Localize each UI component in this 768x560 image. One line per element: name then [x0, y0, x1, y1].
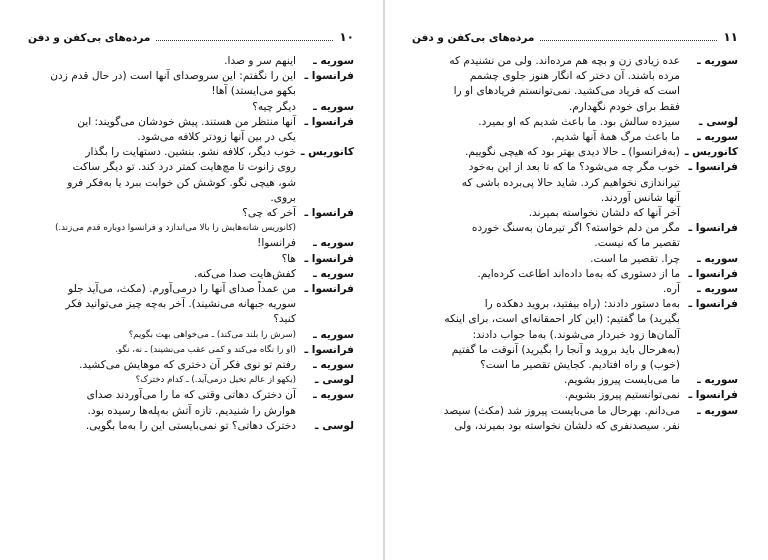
dialogue-text: این را نگفتم: این سروصدای آنها است (در حال قدم زدن	[50, 70, 296, 83]
dialogue-line	[28, 130, 354, 145]
dialogue-line	[412, 328, 738, 343]
speaker-name: فرانسوا ـ	[688, 267, 738, 280]
dialogue-text: یکی در بین آنها زودتر کلافه می‌شود.	[137, 131, 296, 144]
page-text-block	[412, 54, 738, 434]
speaker-name: لوسی ـ	[314, 374, 354, 387]
dialogue-line	[412, 267, 738, 282]
dialogue-line	[412, 252, 738, 267]
dialogue-text: نمی‌توانستیم پیروز بشویم.	[564, 389, 680, 402]
dialogue-text: هوارش را شنیدیم. تازه آتش به‌پله‌ها رسیده بود.	[87, 404, 296, 417]
speaker-name: فرانسوا ـ	[688, 222, 738, 235]
page-number: ۱۰	[339, 30, 354, 44]
dialogue-text: من عمداً صدای آنها را درمی‌آورم. (مکث، می‌آید جلو	[68, 283, 296, 296]
dialogue-line	[28, 297, 354, 312]
speaker-name: فرانسوا ـ	[688, 161, 738, 174]
dialogue-text: مرده باشند. آن دختر که انگار هنوز جلوی چشمم	[469, 70, 680, 83]
dialogue-text: خوب مگر چه می‌شود؟ ما که تا بعد از این به‌خود	[468, 161, 680, 174]
dialogue-line	[28, 373, 354, 388]
dialogue-text: بگیرید) ما گفتیم: (این کار احمقانه‌ای است، برای اینکه	[444, 313, 680, 326]
dialogue-text: ها؟	[281, 252, 296, 265]
speaker-name: کانوریس ـ	[684, 146, 738, 159]
dialogue-text: به‌ما دستور دادند: (راه بیفتید، بروید دهکده را	[484, 298, 680, 311]
dialogue-text: ما باعث مرگ همهٔ آنها شدیم.	[551, 131, 680, 144]
speaker-name: فرانسوا ـ	[304, 343, 354, 356]
dialogue-text: بروی.	[270, 191, 296, 204]
running-title: مرده‌های بی‌کفن و دفن	[412, 32, 535, 44]
dialogue-text: مگر من دلم خواسته؟ اگر تیرمان به‌سنگ خورده	[471, 222, 680, 235]
speaker-name: سوریه ـ	[313, 328, 354, 341]
speaker-name: سوریه ـ	[697, 252, 738, 265]
dialogue-line	[412, 54, 738, 69]
dialogue-text: آنها شانس آوردند.	[600, 191, 680, 204]
speaker-name: سوریه ـ	[313, 267, 354, 280]
dialogue-text: تقصیر ما که نیست.	[594, 237, 680, 250]
speaker-name: فرانسوا ـ	[304, 70, 354, 83]
dialogue-text: (به‌هرحال باید بروید و آنجا را بگیرید) آنوقت ما گفتیم	[451, 343, 680, 356]
dialogue-line	[412, 282, 738, 297]
dialogue-line	[28, 343, 354, 358]
dialogue-line	[28, 115, 354, 130]
dialogue-line	[412, 69, 738, 84]
speaker-name: فرانسوا ـ	[304, 207, 354, 220]
speaker-name: فرانسوا ـ	[304, 252, 354, 265]
dialogue-line	[412, 373, 738, 388]
dialogue-text: فقط برای خودم نگهدارم.	[568, 100, 680, 113]
dialogue-text: کفش‌هایت صدا می‌کنه.	[193, 267, 296, 280]
dialogue-text: خوب دیگر، کلافه نشو. بنشین. دستهایت را بگذار	[85, 146, 296, 159]
dialogue-line	[28, 328, 354, 343]
dialogue-line	[412, 221, 738, 236]
speaker-name: فرانسوا ـ	[304, 115, 354, 128]
speaker-name: سوریه ـ	[697, 55, 738, 67]
dialogue-line	[412, 236, 738, 251]
header-dot-leader	[156, 34, 333, 41]
dialogue-line	[28, 267, 354, 282]
dialogue-line	[28, 221, 354, 236]
page-number: ۱۱	[723, 30, 738, 44]
speaker-name: سوریه ـ	[313, 389, 354, 402]
dialogue-text: بکهو می‌ایستد) آها!	[211, 85, 296, 98]
dialogue-text: نفر. سیصدنفری که دلشان نخواسته بود بمیرند، ولی	[454, 419, 680, 432]
dialogue-text: آخر آنها که دلشان نخواسته بمیرند.	[528, 207, 680, 220]
speaker-name: سوریه ـ	[313, 100, 354, 113]
dialogue-text: دیگر چیه؟	[252, 100, 296, 113]
speaker-name: سوریه ـ	[697, 131, 738, 144]
dialogue-text: سوریه جبهانه می‌نشیند). آخر به‌چه چیز می‌توانید فکر	[65, 298, 296, 311]
page-header	[28, 30, 354, 44]
dialogue-line	[412, 419, 738, 434]
speaker-name: فرانسوا ـ	[304, 283, 354, 296]
dialogue-line	[412, 297, 738, 312]
running-title: مرده‌های بی‌کفن و دفن	[28, 32, 151, 44]
dialogue-line	[28, 191, 354, 206]
dialogue-line	[28, 160, 354, 175]
speaker-name: لوسی ـ	[314, 419, 354, 432]
dialogue-text: روی زانوت تا مچ‌هایت کمتر درد کند. تو دیگر ساکت	[72, 161, 296, 174]
dialogue-line	[28, 312, 354, 327]
dialogue-line	[412, 100, 738, 115]
dialogue-line	[28, 388, 354, 403]
stage-direction: (او را نگاه می‌کند و کمی عقب می‌نشیند) ـ نه، نگو.	[115, 344, 296, 355]
dialogue-text: ما می‌بایست پیروز بشویم.	[564, 374, 680, 387]
dialogue-text: آن دخترک دهاتی وقتی که ما را می‌آوردند صدای	[86, 389, 296, 402]
dialogue-line	[28, 236, 354, 251]
dialogue-text: ما از دستوری که به‌ما داده‌اند اطاعت کرده‌ایم.	[477, 267, 680, 280]
dialogue-line	[412, 130, 738, 145]
speaker-name: سوریه ـ	[313, 359, 354, 372]
dialogue-text: شو، هیچی نگو. کوشش کن خوابت ببرد یا به‌فکر فرو	[67, 176, 296, 189]
dialogue-line	[412, 343, 738, 358]
speaker-name: سوریه ـ	[697, 404, 738, 417]
stage-direction: (کانوریس شانه‌هایش را بالا می‌اندازد و فرانسوا دوباره قدم می‌زند.)	[55, 223, 296, 234]
dialogue-text: دخترک دهاتی؟ تو نمی‌بایستی این را به‌ما بگویی.	[85, 419, 296, 432]
dialogue-line	[28, 358, 354, 373]
dialogue-line	[28, 69, 354, 84]
speaker-name: لوسی ـ	[698, 115, 738, 128]
dialogue-text: آخر که چی؟	[242, 207, 296, 220]
speaker-name: فرانسوا ـ	[688, 298, 738, 311]
dialogue-line	[412, 191, 738, 206]
dialogue-text: چرا. تقصیر ما است.	[590, 252, 680, 265]
dialogue-line	[412, 115, 738, 130]
dialogue-text: رفتم تو نوی فکر آن دختری که موهایش می‌کشید.	[79, 359, 296, 372]
dialogue-text: آنها منتظر من هستند. پیش خودشان می‌گویند: این	[77, 115, 296, 128]
speaker-name: سوریه ـ	[697, 283, 738, 296]
dialogue-line	[412, 388, 738, 403]
dialogue-text: کنید؟	[273, 313, 296, 326]
dialogue-line	[28, 206, 354, 221]
dialogue-text: آلمان‌ها زود خبردار می‌شوند.) به‌ما جواب دادند:	[472, 328, 680, 341]
speaker-name: سوریه ـ	[313, 237, 354, 250]
dialogue-text: است که فریاد می‌کشید. نمی‌توانستم فریادهای او را	[453, 85, 680, 98]
dialogue-line	[412, 84, 738, 99]
page-text-block	[28, 54, 354, 434]
dialogue-line	[28, 84, 354, 99]
dialogue-line	[412, 358, 738, 373]
dialogue-line	[412, 206, 738, 221]
stage-direction: (یکهو از عالم تخیل درمی‌آید.) ـ کدام دخترک؟	[135, 375, 296, 386]
dialogue-line	[412, 176, 738, 191]
page-header	[412, 30, 738, 44]
dialogue-text: عده زیادی زن و بچه هم مرده‌اند. ولی من نشنیدم که	[449, 55, 680, 67]
dialogue-line	[412, 404, 738, 419]
dialogue-line	[28, 282, 354, 297]
dialogue-line	[28, 404, 354, 419]
dialogue-text: اینهم سر و صدا.	[224, 55, 296, 67]
dialogue-line	[28, 100, 354, 115]
dialogue-text: سیزده سالش بود. ما باعث شدیم که او بمیرد.	[478, 115, 680, 128]
right-page	[384, 0, 768, 560]
dialogue-text: فرانسوا!	[257, 237, 296, 250]
dialogue-text: (خوب) و راه افتادیم. کجایش تقصیر ما است؟	[480, 359, 680, 372]
dialogue-line	[412, 160, 738, 175]
dialogue-line	[28, 176, 354, 191]
speaker-name: کانوریس ـ	[300, 146, 354, 159]
speaker-name: فرانسوا ـ	[688, 389, 738, 402]
dialogue-text: (به‌فرانسوا) ـ حالا دیدی بهتر بود که هیچی نگوییم.	[465, 146, 680, 159]
dialogue-line	[28, 145, 354, 160]
dialogue-text: می‌دانم. بهرحال ما می‌بایست پیروز شد (مکث) سیصد	[443, 404, 680, 417]
speaker-name: سوریه ـ	[313, 55, 354, 67]
header-dot-leader	[540, 34, 717, 41]
dialogue-line	[28, 419, 354, 434]
stage-direction: (سرش را بلند می‌کند) ـ می‌خواهی بهت بگویم؟	[128, 329, 296, 340]
dialogue-text: آره.	[663, 283, 680, 296]
dialogue-line	[412, 145, 738, 160]
dialogue-line	[28, 54, 354, 69]
dialogue-line	[412, 312, 738, 327]
dialogue-line	[28, 252, 354, 267]
dialogue-text: تیراندازی نخواهیم کرد. شاید حالا پی‌برده باشی که	[461, 176, 680, 189]
speaker-name: سوریه ـ	[697, 374, 738, 387]
